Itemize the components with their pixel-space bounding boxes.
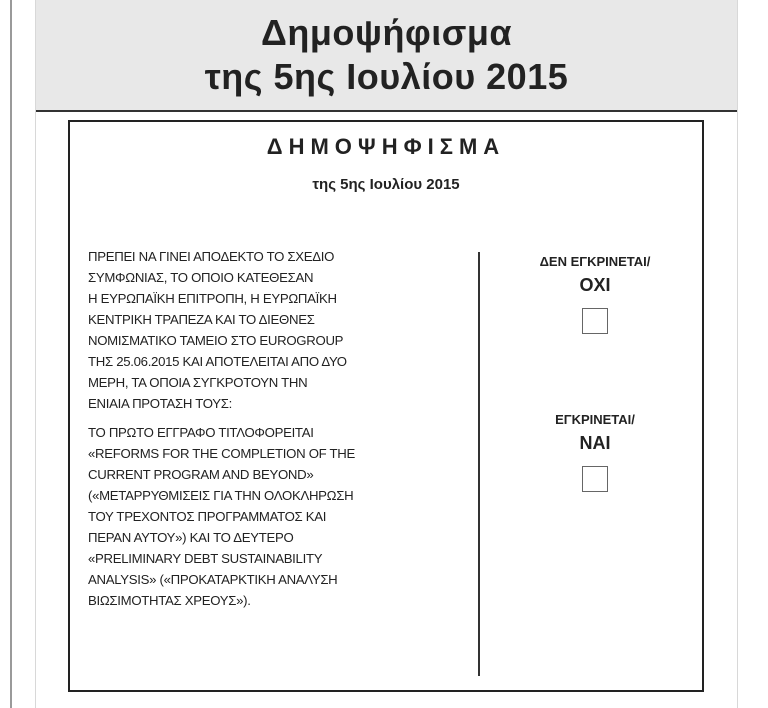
column-divider [478,252,480,676]
option-yes-label: ΕΓΚΡΙΝΕΤΑΙ/ [555,412,635,427]
question-line: ΣΥΜΦΩΝΙΑΣ, ΤΟ ΟΠΟΙΟ ΚΑΤΕΘΕΣΑΝ [88,270,314,285]
question-paragraph-2 [88,422,468,611]
question-line: ΕΝΙΑΙΑ ΠΡΟΤΑΣΗ ΤΟΥΣ: [88,396,232,411]
question-line: ΤΗΣ 25.06.2015 ΚΑΙ ΑΠΟΤΕΛΕΙΤΑΙ ΑΠΟ ΔΥΟ [88,354,347,369]
question-line: CURRENT PROGRAM AND BEYOND» [88,467,314,482]
question-line: ΒΙΩΣΙΜΟΤΗΤΑΣ ΧΡΕΟΥΣ»). [88,593,251,608]
right-edge [737,0,768,708]
question-line: ΚΕΝΤΡΙΚΗ ΤΡΑΠΕΖΑ ΚΑΙ ΤΟ ΔΙΕΘΝΕΣ [88,312,315,327]
header-subtitle: της 5ης Ιουλίου 2015 [204,56,569,97]
option-no-answer: ΟΧΙ [579,275,611,295]
referendum-question [88,246,468,619]
question-line: («ΜΕΤΑΡΡΥΘΜΙΣΕΙΣ ΓΙΑ ΤΗΝ ΟΛΟΚΛΗΡΩΣΗ [88,488,354,503]
question-line: Η ΕΥΡΩΠΑΪΚΗ ΕΠΙΤΡΟΠΗ, Η ΕΥΡΩΠΑΪΚΗ [88,291,337,306]
ballot-title: ΔΗΜΟΨΗΦΙΣΜΑ [266,134,506,159]
option-no-label: ΔΕΝ ΕΓΚΡΙΝΕΤΑΙ/ [539,254,651,269]
option-no-checkbox[interactable] [582,308,608,334]
option-yes [490,412,700,492]
page-header [36,0,737,112]
question-line: «REFORMS FOR THE COMPLETION OF THE [88,446,356,461]
question-line: ΠΕΡΑΝ ΑΥΤΟΥ») ΚΑΙ ΤΟ ΔΕΥΤΕΡΟ [88,530,294,545]
option-yes-answer: ΝΑΙ [579,433,611,453]
question-line: ΝΟΜΙΣΜΑΤΙΚΟ ΤΑΜΕΙΟ ΣΤΟ EUROGROUP [88,333,344,348]
question-line: «PRELIMINARY DEBT SUSTAINABILITY [88,551,323,566]
left-edge [0,0,36,708]
question-line: ΠΡΕΠΕΙ ΝΑ ΓΙΝΕΙ ΑΠΟΔΕΚΤΟ ΤΟ ΣΧΕΔΙΟ [88,249,335,264]
question-line: ΤΟΥ ΤΡΕΧΟΝΤΟΣ ΠΡΟΓΡΑΜΜΑΤΟΣ ΚΑΙ [88,509,327,524]
question-line: ANALYSIS» («ΠΡΟΚΑΤΑΡΚΤΙΚΗ ΑΝΑΛΥΣΗ [88,572,338,587]
question-line: ΜΕΡΗ, ΤΑ ΟΠΟΙΑ ΣΥΓΚΡΟΤΟΥΝ ΤΗΝ [88,375,308,390]
question-line: ΤΟ ΠΡΩΤΟ ΕΓΓΡΑΦΟ ΤΙΤΛΟΦΟΡΕΙΤΑΙ [88,425,314,440]
header-title: Δημοψήφισμα [260,12,513,53]
option-yes-checkbox[interactable] [582,466,608,492]
question-paragraph-1 [88,246,468,414]
ballot-subtitle: της 5ης Ιουλίου 2015 [312,176,460,193]
option-no [490,254,700,334]
ballot-paper [68,120,704,692]
